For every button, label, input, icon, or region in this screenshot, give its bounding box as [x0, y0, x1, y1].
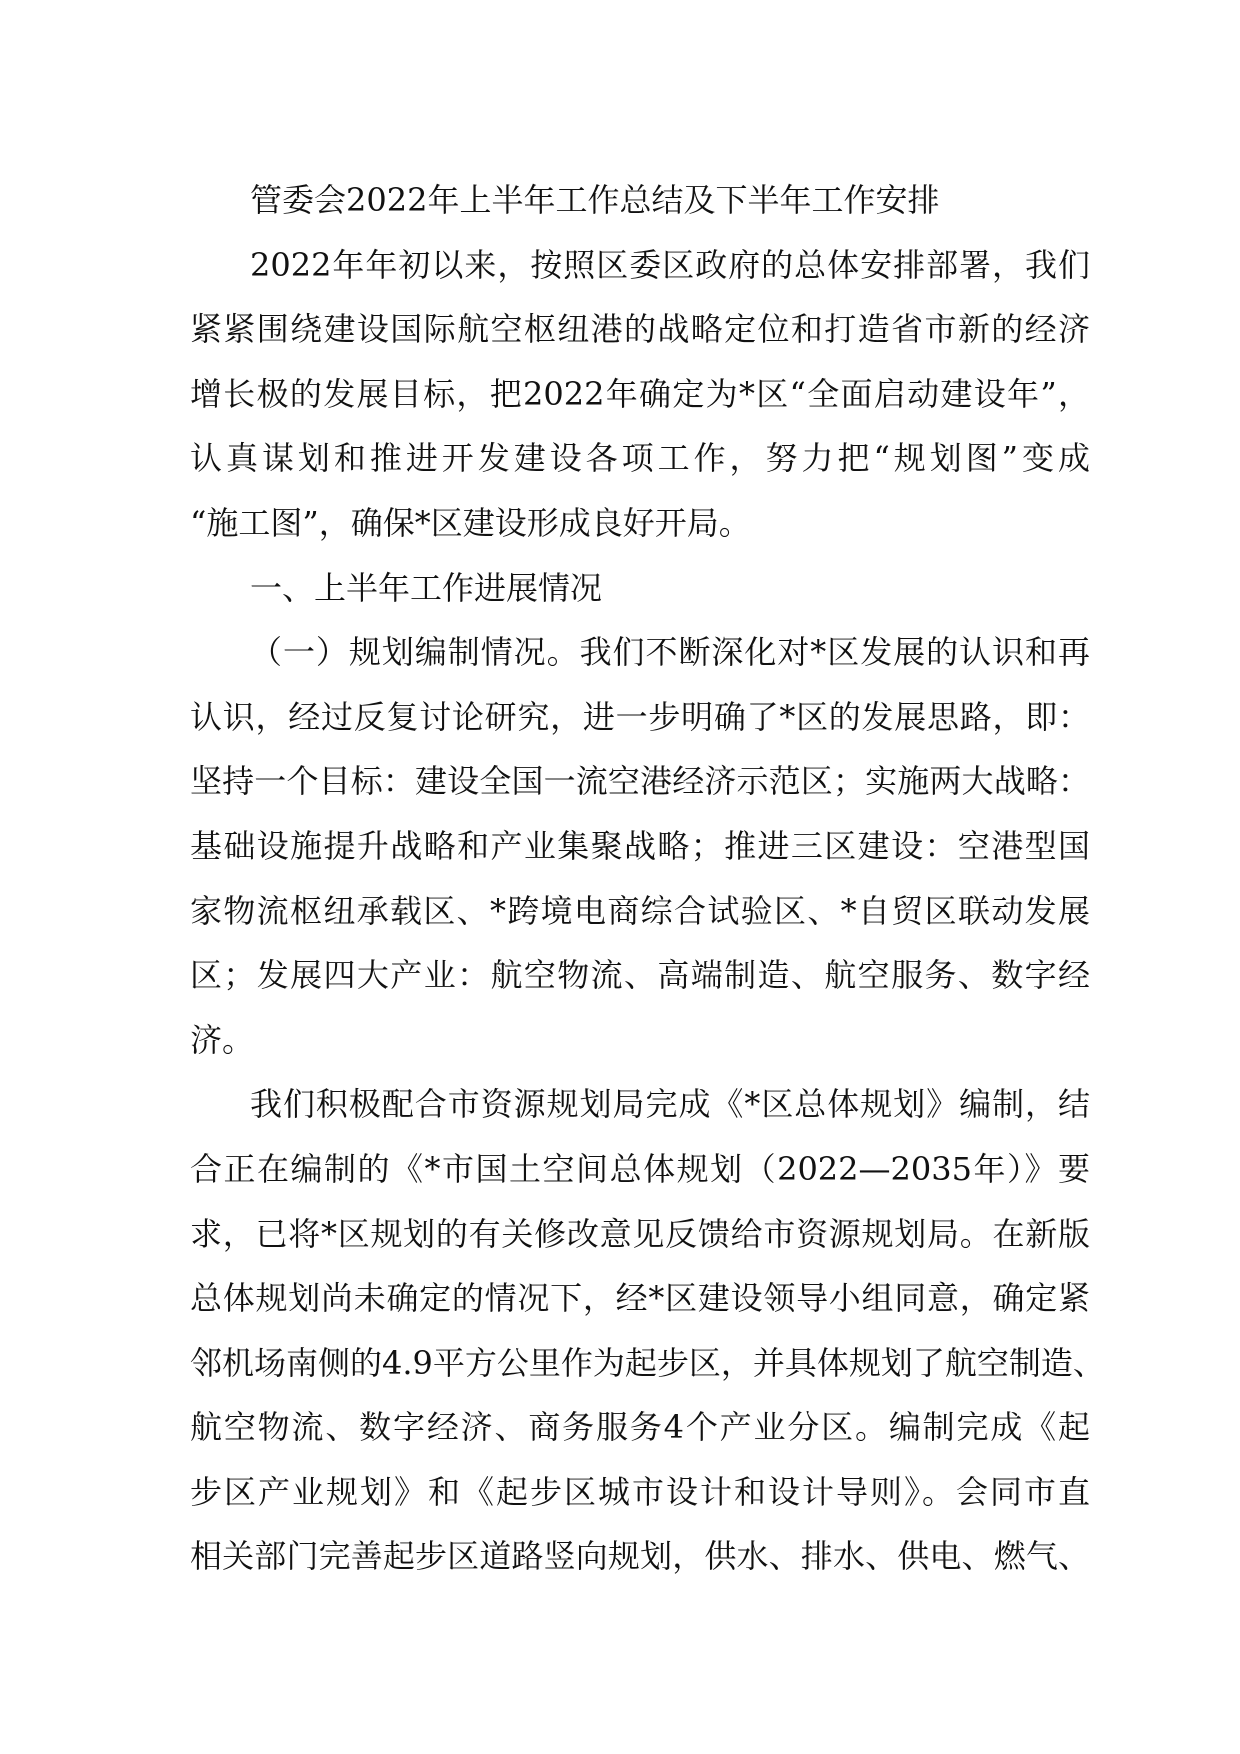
paragraph-line: 我们积极配合市资源规划局完成《*区总体规划》编制，结: [250, 1085, 1090, 1124]
paragraph-line: 认真谋划和推进开发建设各项工作，努力把“规划图”变成: [190, 439, 1090, 478]
paragraph-line: 邻机场南侧的4.9平方公里作为起步区，并具体规划了航空制造、: [190, 1343, 1105, 1382]
paragraph-line: 增长极的发展目标，把2022年确定为*区“全面启动建设年”，: [190, 374, 1090, 413]
paragraph-line: 求，已将*区规划的有关修改意见反馈给市资源规划局。在新版: [190, 1214, 1090, 1253]
document-title: 管委会2022年上半年工作总结及下半年工作安排: [250, 181, 940, 219]
paragraph-line: 家物流枢纽承载区、*跨境电商综合试验区、*自贸区联动发展: [190, 891, 1090, 930]
section-heading: 一、上半年工作进展情况: [250, 568, 603, 607]
paragraph-line: 总体规划尚未确定的情况下，经*区建设领导小组同意，确定紧: [190, 1279, 1090, 1318]
paragraph-line: 认识，经过反复讨论研究，进一步明确了*区的发展思路，即：: [190, 697, 1090, 736]
paragraph-line: 区；发展四大产业：航空物流、高端制造、航空服务、数字经: [190, 956, 1090, 995]
paragraph-line: 步区产业规划》和《起步区城市设计和设计导则》。会同市直: [190, 1472, 1090, 1511]
document-body: [190, 168, 1105, 1589]
paragraph-line: 坚持一个目标：建设全国一流空港经济示范区；实施两大战略：: [190, 762, 1090, 801]
paragraph-line: “施工图”，确保*区建设形成良好开局。: [190, 503, 751, 542]
paragraph-line: 航空物流、数字经济、商务服务4个产业分区。编制完成《起: [190, 1408, 1090, 1447]
paragraph-line: 基础设施提升战略和产业集聚战略；推进三区建设：空港型国: [190, 826, 1090, 865]
paragraph-line: 合正在编制的《*市国土空间总体规划（2022—2035年）》要: [190, 1149, 1090, 1188]
paragraph-line: （一）规划编制情况。我们不断深化对*区发展的认识和再: [250, 633, 1090, 672]
paragraph-line: 相关部门完善起步区道路竖向规划，供水、排水、供电、燃气、: [190, 1537, 1090, 1576]
paragraph-line: 紧紧围绕建设国际航空枢纽港的战略定位和打造省市新的经济: [190, 310, 1090, 349]
paragraph-line: 济。: [190, 1020, 255, 1059]
paragraph-line: 2022年年初以来，按照区委区政府的总体安排部署，我们: [250, 245, 1090, 284]
